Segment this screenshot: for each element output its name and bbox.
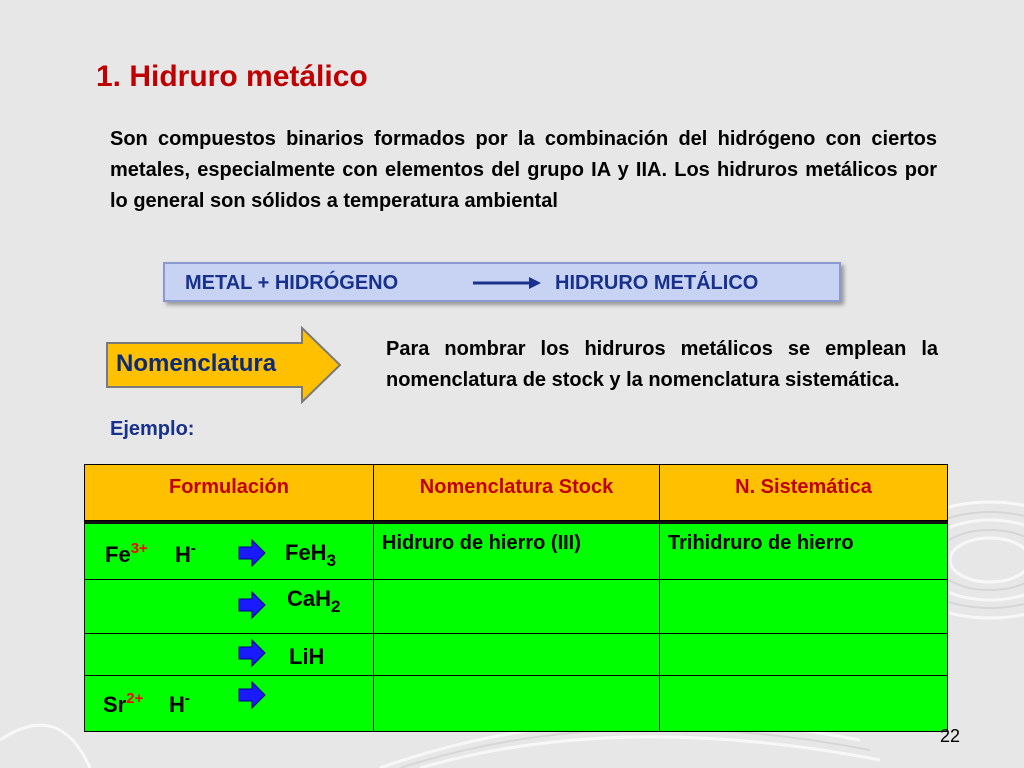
stock-name: Hidruro de hierro (III) bbox=[382, 532, 581, 554]
systematic-name: Trihidruro de hierro bbox=[668, 532, 854, 554]
stock-cell bbox=[374, 580, 660, 634]
formula-cell bbox=[84, 676, 374, 732]
right-arrow-icon bbox=[237, 538, 267, 568]
page-title: 1. Hidruro metálico bbox=[96, 60, 368, 93]
header-stock: Nomenclatura Stock bbox=[374, 464, 660, 521]
stock-cell bbox=[374, 634, 660, 676]
header-sistematica: N. Sistemática bbox=[660, 464, 948, 521]
systematic-cell bbox=[660, 634, 948, 676]
cation: $Fe^{3+}$ bbox=[105, 540, 148, 567]
stock-cell bbox=[374, 676, 660, 732]
table-row bbox=[84, 676, 948, 732]
hydride-table bbox=[84, 464, 948, 732]
reaction-product: HIDRURO METÁLICO bbox=[555, 272, 759, 294]
right-arrow-icon bbox=[237, 638, 267, 668]
anion: H- bbox=[175, 540, 196, 567]
table-row bbox=[84, 580, 948, 634]
right-arrow-icon bbox=[471, 274, 543, 292]
stock-cell bbox=[374, 524, 660, 580]
anion: H- bbox=[169, 690, 190, 717]
right-arrow-icon bbox=[237, 680, 267, 710]
systematic-cell bbox=[660, 524, 948, 580]
page-number: 22 bbox=[940, 726, 961, 746]
formula-cell bbox=[84, 634, 374, 676]
systematic-cell bbox=[660, 676, 948, 732]
table-row bbox=[84, 524, 948, 580]
product-formula: FeH$_3$ bbox=[285, 540, 337, 570]
table-row bbox=[84, 634, 948, 676]
nomenclature-label: Nomenclatura bbox=[116, 350, 277, 377]
systematic-cell bbox=[660, 580, 948, 634]
cation: $Sr^{2+}$ bbox=[103, 690, 144, 717]
product-formula: CaH$_2$ bbox=[287, 586, 341, 616]
table-header-row bbox=[84, 464, 948, 521]
reaction-reactants: METAL + HIDRÓGENO bbox=[185, 272, 399, 294]
right-arrow-icon bbox=[237, 590, 267, 620]
example-label: Ejemplo: bbox=[110, 418, 195, 440]
formula-cell bbox=[84, 524, 374, 580]
nomenclature-description: Para nombrar los hidruros metálicos se emplean la nomenclatura de stock y la nomenclatura sistemática. bbox=[386, 338, 938, 391]
reaction-box bbox=[163, 262, 841, 302]
product-formula: LiH bbox=[289, 644, 325, 669]
header-formulacion: Formulación bbox=[84, 464, 374, 521]
intro-paragraph: Son compuestos binarios formados por la combinación del hidrógeno con ciertos metales, especialmente con elementos del grupo IA y IIA. Los hidruros metálicos por lo general son sólidos a temperatura ambiental bbox=[110, 128, 937, 212]
formula-cell bbox=[84, 580, 374, 634]
